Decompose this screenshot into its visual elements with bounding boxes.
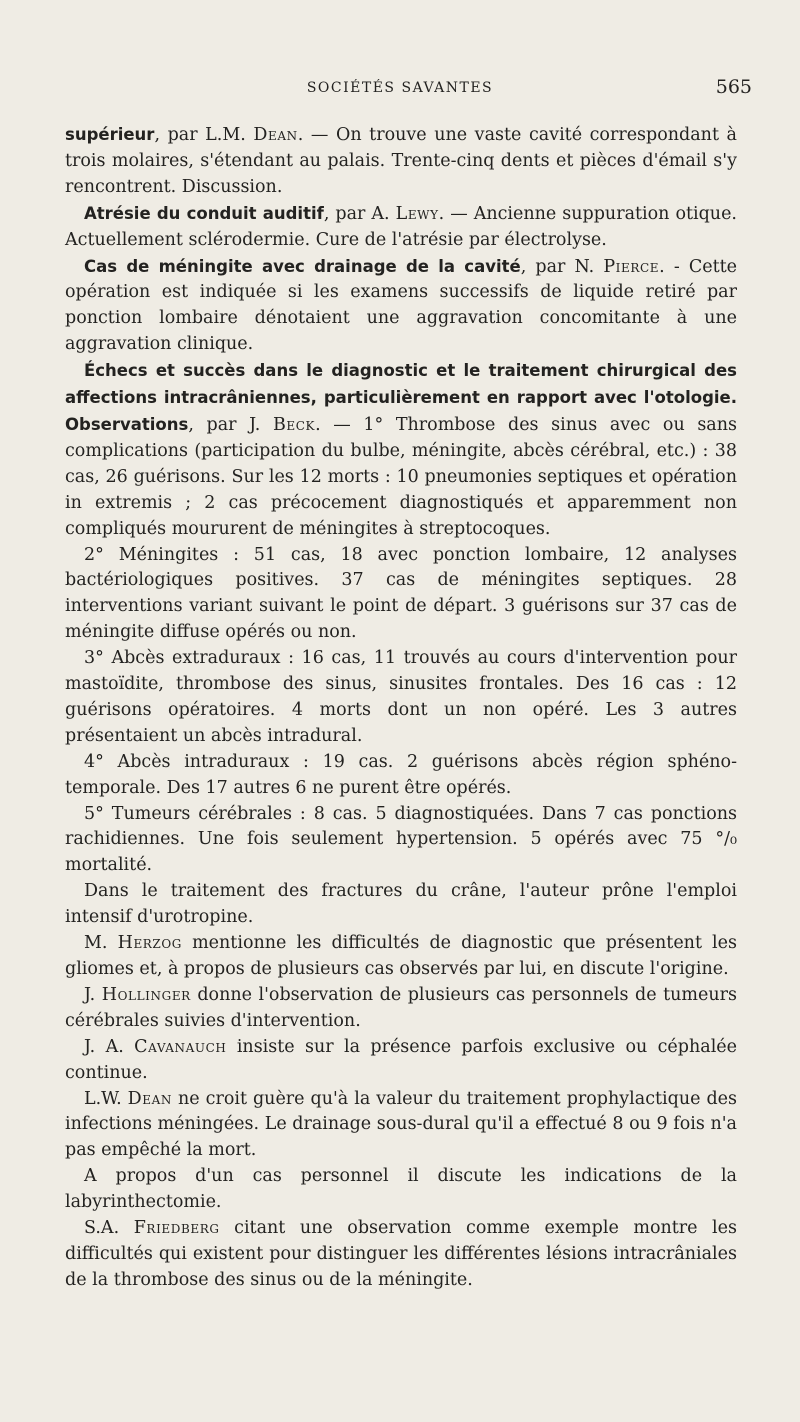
author-name: Hollinger — [101, 984, 191, 1005]
author-name: Dean — [253, 125, 298, 145]
running-title: SOCIÉTÉS SAVANTES — [306, 80, 494, 96]
page-number: 565 — [715, 76, 752, 98]
author-name: Cavanauch — [134, 1036, 227, 1057]
author-name: Friedberg — [133, 1218, 220, 1239]
author-name: Pierce — [603, 256, 660, 277]
author-name: Beck — [272, 414, 316, 435]
paragraph-heading: Échecs et succès dans le diagnostic et le traitement chirurgical des affections intracrâniennes, particulièrement en rapport avec l'otologie. Observations — [65, 361, 737, 434]
paragraph-text: . — 1° Thrombose des sinus avec ou sans complications (participation du bulbe, méningite, abcès cérébral, etc.) : 38 cas, 26 guérisons. Sur les 12 morts : 10 pneumonies septiques et opération in extremis ; 2 cas précocement diagnostiqués et apparemment non compliqués moururent de méningites à streptocoques. — [65, 414, 737, 539]
paragraph-text: donne l'observation de plusieurs cas personnels de tumeurs cérébrales suivies d'intervention. — [65, 984, 737, 1031]
paragraph — [65, 122, 737, 201]
paragraph — [65, 358, 737, 542]
paragraph-text: J. — [84, 984, 102, 1005]
paragraph-text: S.A. — [84, 1218, 134, 1239]
paragraph — [65, 201, 737, 254]
paragraph-text: Dans le traitement des fractures du crâne, l'auteur prône l'emploi intensif d'urotropine. — [65, 881, 737, 928]
paragraph-heading: Cas de méningite avec drainage de la cavité — [84, 256, 521, 276]
paragraph-text: . — Ancienne suppuration otique. Actuellement sclérodermie. Cure de l'atrésie par électrolyse. — [65, 203, 737, 250]
paragraph-text: 2° Méningites : 51 cas, 18 avec ponction lombaire, 12 analyses bactériologiques positives. 37 cas de méningites septiques. 28 interventions variant suivant le point de départ. 3 guérisons sur 37 cas de méningite diffuse opérés ou non. — [65, 544, 737, 643]
paragraph — [65, 1035, 737, 1087]
paragraph — [65, 1087, 737, 1165]
paragraph-text: 3° Abcès extraduraux : 16 cas, 11 trouvés au cours d'intervention pour mastoïdite, thrombose des sinus, sinusites frontales. Des 16 cas : 12 guérisons opératoires. 4 morts dont un non opéré. Les 3 autres présentaient un abcès intradural. — [65, 648, 737, 746]
paragraph — [65, 750, 737, 802]
author-name: Herzog — [117, 933, 182, 954]
author-name: Dean — [127, 1088, 173, 1109]
paragraph-text: , par J. — [188, 414, 273, 435]
paragraph — [65, 983, 737, 1035]
paragraph-text: ne croit guère qu'à la valeur du traitement prophylactique des infections méningées. Le drainage sous-dural qu'il a effectué 8 ou 9 fois n'a pas empêché la mort. — [65, 1088, 737, 1161]
author-name: Lewy — [395, 203, 439, 224]
paragraph — [65, 646, 737, 750]
paragraph-text: M. — [84, 933, 118, 954]
paragraph-text: , par L.M. — [154, 125, 254, 145]
paragraph — [65, 254, 737, 359]
paragraph — [65, 1216, 737, 1294]
paragraph-heading: supérieur — [65, 125, 155, 144]
paragraph-text: , par A. — [323, 203, 396, 224]
paragraph-text: 5° Tumeurs cérébrales : 8 cas. 5 diagnostiquées. Dans 7 cas ponctions rachidiennes. Une fois seulement hypertension. 5 opérés avec 75 °/₀ mortalité. — [65, 803, 737, 876]
paragraph-text: 4° Abcès intraduraux : 19 cas. 2 guérisons abcès région sphéno-temporale. Des 17 autres 6 ne purent être opérés. — [65, 751, 737, 798]
paragraph-text: J. A. — [84, 1036, 135, 1057]
paragraph — [65, 1164, 737, 1216]
paragraph-text: L.W. — [84, 1088, 128, 1109]
paragraph-text: insiste sur la présence parfois exclusive ou céphalée continue. — [65, 1036, 737, 1083]
paragraph — [65, 931, 737, 983]
paragraph-heading: Atrésie du conduit auditif — [84, 203, 324, 223]
paragraph-text: . - Cette opération est indiquée si les examens successifs de liquide retiré par ponction lombaire dénotaient une aggravation concomitante à une aggravation clinique. — [65, 256, 737, 355]
paragraph — [65, 543, 737, 647]
paragraph-text: , par N. — [520, 256, 604, 277]
paragraph-text: . — On trouve une vaste cavité correspondant à trois molaires, s'étendant au palais. Trente-cinq dents et pièces d'émail s'y rencontrent. Discussion. — [65, 125, 737, 197]
paragraph-text: citant une observation comme exemple montre les difficultés qui existent pour distinguer les différentes lésions intracrâniales de la thrombose des sinus ou de la méningite. — [65, 1218, 737, 1290]
body-text — [65, 122, 737, 1294]
paragraph — [65, 802, 737, 880]
paragraph-text: mentionne les difficultés de diagnostic que présentent les gliomes et, à propos de plusieurs cas observés par lui, en discute l'origine. — [65, 933, 737, 979]
paragraph-text: A propos d'un cas personnel il discute les indications de la labyrinthectomie. — [65, 1166, 737, 1213]
running-head — [0, 76, 800, 106]
paragraph — [65, 879, 737, 931]
